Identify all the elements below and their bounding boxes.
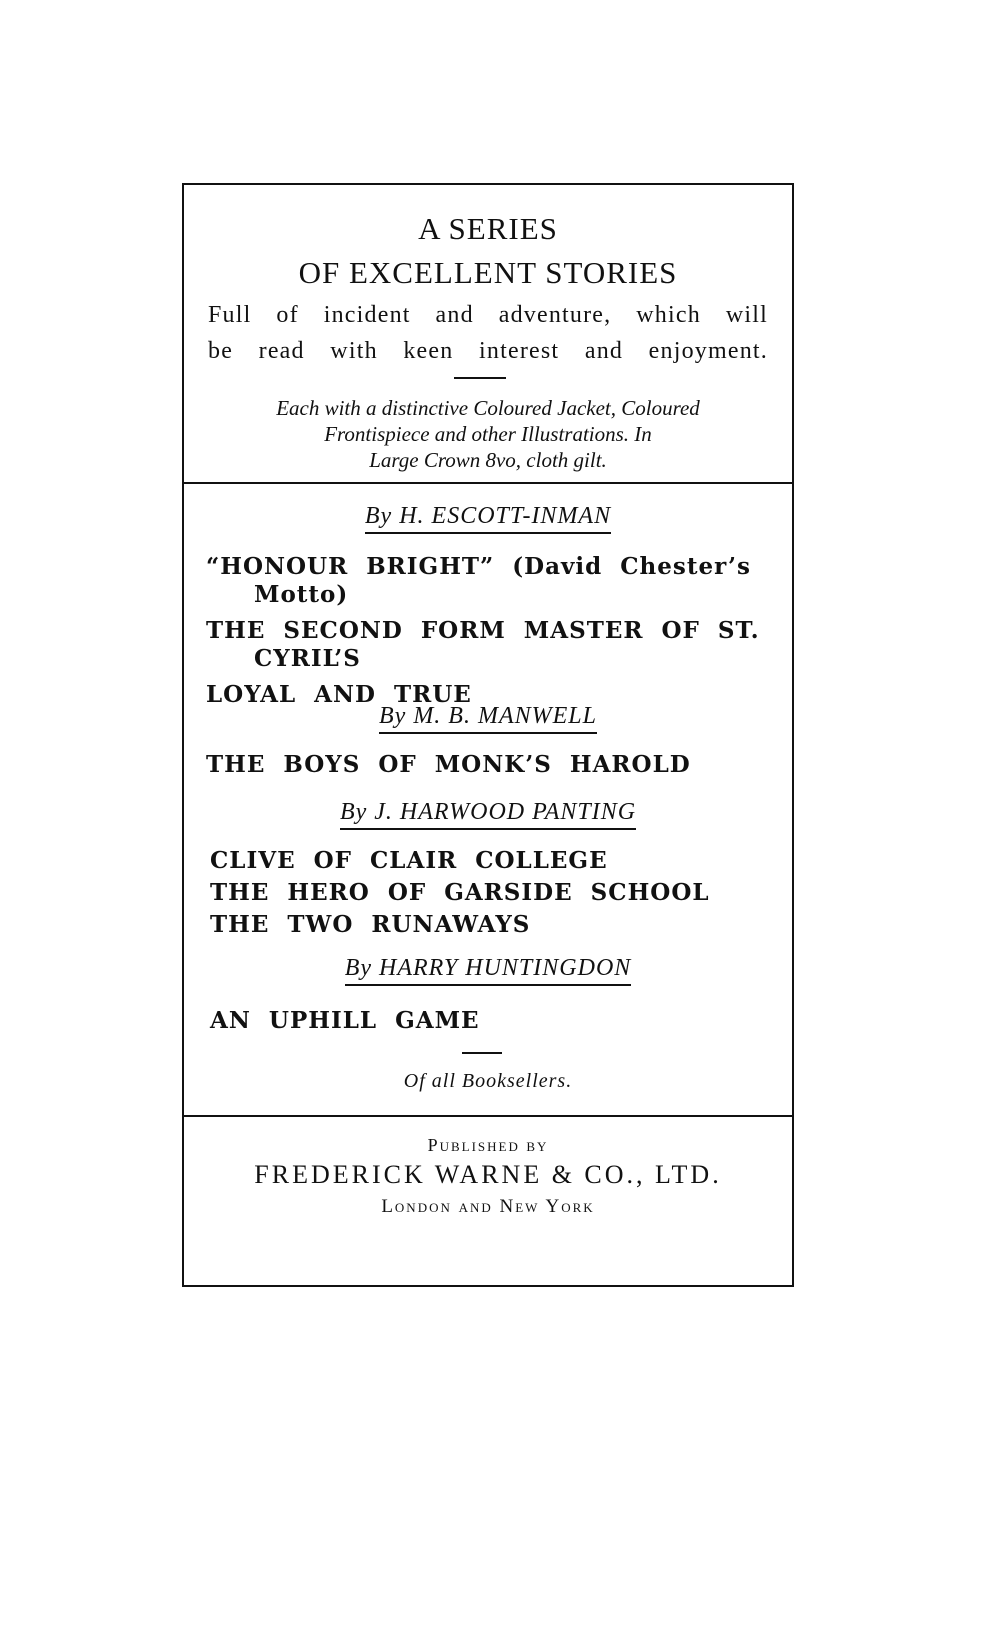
note-line3: Large Crown 8vo, cloth gilt. bbox=[369, 448, 607, 472]
book-list bbox=[206, 553, 770, 709]
author-name: By H. ESCOTT-INMAN bbox=[365, 503, 611, 534]
book-title: CLIVE OF CLAIR COLLEGE bbox=[210, 847, 608, 874]
author-heading bbox=[184, 955, 792, 986]
intro-line2: be read with keen interest and enjoyment. bbox=[208, 338, 768, 364]
book-title: THE BOYS OF MONK’S HAROLD bbox=[206, 751, 691, 778]
author-name: By HARRY HUNTINGDON bbox=[345, 955, 632, 986]
format-note bbox=[204, 395, 772, 473]
book-title: AN UPHILL GAME bbox=[210, 1007, 480, 1034]
intro-line1: Full of incident and adventure, which will bbox=[208, 302, 768, 328]
intro-text bbox=[208, 297, 768, 369]
author-name: By M. B. MANWELL bbox=[379, 703, 597, 734]
series-title-line2: OF EXCELLENT STORIES bbox=[298, 255, 678, 290]
publisher-block bbox=[184, 1135, 792, 1218]
booksellers-note bbox=[184, 1070, 792, 1093]
publisher-place: London and New York bbox=[381, 1196, 595, 1217]
series-title-block bbox=[184, 207, 792, 295]
author-name: By J. HARWOOD PANTING bbox=[340, 799, 636, 830]
book-title: “HONOUR BRIGHT” (David Chester’s bbox=[206, 553, 751, 580]
note-line2: Frontispiece and other Illustrations. In bbox=[324, 422, 652, 446]
short-divider bbox=[454, 377, 506, 379]
section-divider bbox=[184, 1115, 792, 1117]
book-title: THE SECOND FORM MASTER OF ST. bbox=[206, 617, 760, 644]
short-divider bbox=[462, 1052, 502, 1054]
note-line1: Each with a distinctive Coloured Jacket, Coloured bbox=[276, 396, 700, 420]
publisher-name: FREDERICK WARNE & CO., LTD. bbox=[254, 1160, 722, 1189]
advertisement-box bbox=[182, 183, 794, 1287]
section-divider bbox=[184, 482, 792, 484]
book-title-continued: Motto) bbox=[254, 581, 349, 608]
book-list bbox=[210, 1007, 770, 1035]
series-title-line1: A SERIES bbox=[418, 211, 558, 246]
author-heading bbox=[184, 703, 792, 734]
book-list bbox=[206, 751, 770, 779]
book-list bbox=[210, 847, 770, 939]
book-title: THE TWO RUNAWAYS bbox=[210, 911, 531, 938]
book-title-continued: CYRIL’S bbox=[254, 645, 361, 672]
author-heading bbox=[184, 799, 792, 830]
book-title: LOYAL AND TRUE bbox=[206, 681, 472, 708]
booksellers-text: Of all Booksellers. bbox=[403, 1070, 573, 1092]
published-by: Published by bbox=[427, 1135, 549, 1155]
book-title: THE HERO OF GARSIDE SCHOOL bbox=[210, 879, 710, 906]
author-heading bbox=[184, 503, 792, 534]
